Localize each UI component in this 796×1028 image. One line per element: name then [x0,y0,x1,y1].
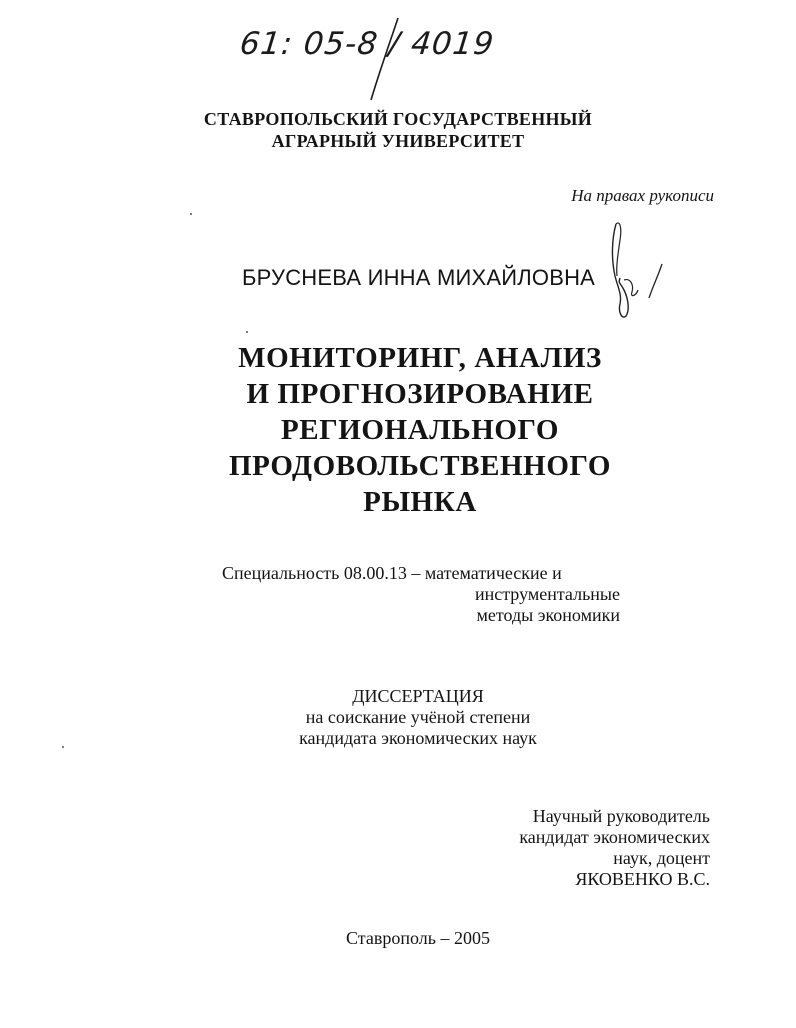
university-line-1: СТАВРОПОЛЬСКИЙ ГОСУДАРСТВЕННЫЙ [203,109,593,129]
scan-speck [246,331,248,333]
specialty-continuation [422,584,620,626]
city-year: Ставрополь – 2005 [346,928,490,948]
scan-speck [190,213,192,215]
supervisor-line-4: ЯКОВЕНКО В.С. [575,869,710,889]
supervisor-line-1: Научный руководитель [532,806,710,826]
scan-speck [62,746,64,748]
catalog-slash-stroke-icon [238,12,488,102]
dissertation-title [0,340,796,520]
dissertation-type-block [0,686,796,749]
title-line: МОНИТОРИНГ, АНАЛИЗ [238,342,602,374]
supervisor-line-3: наук, доцент [613,848,710,868]
specialty-line-3: методы экономики [476,605,620,625]
university-name [0,108,796,152]
catalog-number-text: 61: 05-8 / 4019 [238,26,497,62]
supervisor-line-2: кандидат экономических [519,827,710,847]
author-name: БРУСНЕВА ИННА МИХАЙЛОВНА [242,265,596,290]
title-line: И ПРОГНОЗИРОВАНИЕ [246,378,594,410]
title-line: РЕГИОНАЛЬНОГО [280,414,560,446]
dissertation-line-3: кандидата экономических наук [299,728,537,748]
specialty-line-1: Специальность 08.00.13 – математические и [222,563,562,583]
catalog-number-handwritten [238,12,497,84]
dissertation-line-1: ДИССЕРТАЦИЯ [352,686,484,706]
title-line: ПРОДОВОЛЬСТВЕННОГО [229,450,611,482]
university-line-2: АГРАРНЫЙ УНИВЕРСИТЕТ [271,131,525,151]
signature-icon [606,218,676,328]
specialty-line-2: инструментальные [474,584,620,604]
rights-note: На правах рукописи [571,186,714,205]
dissertation-line-2: на соискание учёной степени [305,707,531,727]
title-line: РЫНКА [363,486,477,518]
supervisor-block [519,806,710,890]
